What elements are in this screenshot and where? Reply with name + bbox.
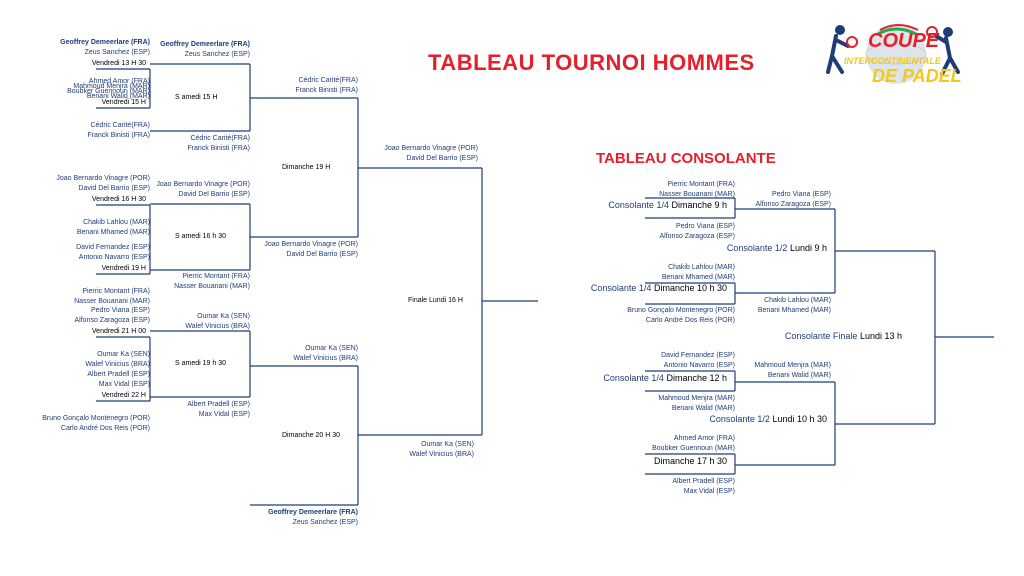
consolante-final-label xyxy=(785,331,902,342)
round-label: Consolante 1/4 xyxy=(608,200,669,210)
team-name: Chakib Lahlou (MAR) xyxy=(764,297,831,304)
team-name: Zeus Sanchez (ESP) xyxy=(184,51,250,58)
team-name: Carlo André Dos Reis (POR) xyxy=(60,425,150,432)
team-name: Cédric Carité(FRA) xyxy=(190,135,250,142)
team-name: Mahmoud Menjra (MAR) xyxy=(754,362,831,369)
match-time: Dimanche 9 h xyxy=(671,200,727,210)
round-label: Consolante 1/2 xyxy=(709,414,770,424)
team-name: Geoffrey Demeerlare (FRA) xyxy=(60,39,150,46)
team-name: Joao Bernardo Vinagre (POR) xyxy=(384,145,478,152)
team-name: Mahmoud Menjra (MAR) xyxy=(73,83,150,90)
round-label: Consolante 1/4 xyxy=(590,283,652,293)
team-name: Albert Pradell (ESP) xyxy=(87,371,150,378)
title-consolation: TABLEAU CONSOLANTE xyxy=(596,150,776,167)
team-name: Albert Pradell (ESP) xyxy=(672,478,735,485)
match-time: Vendredi 13 H 30 xyxy=(91,60,146,67)
team-name: Max Vidal (ESP) xyxy=(683,488,735,495)
consolante-match-label xyxy=(654,456,727,467)
match-time: Vendredi 22 H xyxy=(101,392,146,399)
title-main: TABLEAU TOURNOI HOMMES xyxy=(428,50,755,75)
team-name: Nasser Bouanani (MAR) xyxy=(74,298,150,305)
match-time: Lundi 9 h xyxy=(789,243,827,253)
team-name: Pierric Montant (FRA) xyxy=(182,273,250,280)
team-name: Oumar Ka (SEN) xyxy=(305,345,358,352)
team-name: Pedro Viana (ESP) xyxy=(675,223,735,230)
team-name: Pedro Viana (ESP) xyxy=(90,307,150,314)
match-time: Vendredi 15 H xyxy=(101,99,146,106)
consolante-match-label xyxy=(727,243,827,254)
consolante-match-label xyxy=(709,414,827,425)
team-name: Benani Walid (MAR) xyxy=(671,405,735,412)
team-name: Walef Vinicius (BRA) xyxy=(85,361,150,368)
team-name: David Fernandez (ESP) xyxy=(661,352,735,359)
team-name: Carlo André Dos Reis (POR) xyxy=(645,317,735,324)
round-label: Consolante 1/2 xyxy=(726,243,788,253)
team-name: Ahmed Amor (FRA) xyxy=(673,435,735,442)
match-time: Dimanche 17 h 30 xyxy=(653,456,727,466)
team-name: Pierric Montant (FRA) xyxy=(82,288,150,295)
logo-line2: INTERCONTINENTALE xyxy=(844,56,941,66)
team-name: David Del Barrio (ESP) xyxy=(178,191,250,198)
team-name: Mahmoud Menjra (MAR) xyxy=(658,395,735,402)
team-name: Geoffrey Demeerlare (FRA) xyxy=(160,41,250,48)
consolante-match-label xyxy=(603,373,727,384)
team-name: Bruno Gonçalo Montenegro (POR) xyxy=(627,307,735,314)
match-time: Vendredi 16 H 30 xyxy=(91,196,146,203)
logo-line3: DE PADEL xyxy=(872,66,962,86)
team-name: Walef Vinicius (BRA) xyxy=(293,355,358,362)
team-name: Boubker Guennoun (MAR) xyxy=(652,445,735,452)
team-name: Alfonso Zaragoza (ESP) xyxy=(659,233,735,240)
team-name: Benani Mhamed (MAR) xyxy=(757,307,831,314)
team-name: Max Vidal (ESP) xyxy=(98,381,150,388)
team-name: Joao Bernardo Vinagre (POR) xyxy=(264,241,358,248)
team-name: Pierric Montant (FRA) xyxy=(667,181,735,188)
team-name: Ahmed Amor (FRA) xyxy=(88,78,150,85)
match-time: Finale Lundi 16 H xyxy=(408,297,463,304)
team-name: Alfonso Zaragoza (ESP) xyxy=(755,201,831,208)
team-name: Oumar Ka (SEN) xyxy=(197,313,250,320)
team-name: David Del Barrio (ESP) xyxy=(78,185,150,192)
team-name: Nasser Bouanani (MAR) xyxy=(174,283,250,290)
team-name: Geoffrey Demeerlare (FRA) xyxy=(268,509,358,516)
team-name: Zeus Sanchez (ESP) xyxy=(84,49,150,56)
team-name: David Fernandez (ESP) xyxy=(76,244,150,251)
consolante-match-label xyxy=(591,283,727,294)
round-label: Consolante 1/4 xyxy=(603,373,664,383)
team-name: Antonio Navarro (ESP) xyxy=(663,362,735,369)
team-name: Franck Binisti (FRA) xyxy=(295,87,358,94)
team-name: Albert Pradell (ESP) xyxy=(187,401,250,408)
team-name: Pedro Viana (ESP) xyxy=(771,191,831,198)
match-time: Dimanche 12 h xyxy=(666,373,727,383)
round-label: Consolante Finale xyxy=(784,331,858,341)
team-name: Chakib Lahlou (MAR) xyxy=(668,264,735,271)
match-time: S amedi 15 H xyxy=(175,93,218,101)
match-time: Vendredi 19 H xyxy=(101,265,146,272)
team-name: Boubker Guennoun (MAR) xyxy=(67,88,150,95)
consolante-match-label xyxy=(608,200,727,211)
match-time: S amedi 16 h 30 xyxy=(175,233,226,240)
team-name: Max Vidal (ESP) xyxy=(198,411,250,418)
match-time: Dimanche 10 h 30 xyxy=(653,283,727,293)
team-name: Benani Walid (MAR) xyxy=(86,93,150,100)
match-time: Vendredi 21 H 00 xyxy=(91,328,146,335)
team-name: Franck Binisti (FRA) xyxy=(87,132,150,139)
team-name: Nasser Bouanani (MAR) xyxy=(659,191,735,198)
team-name: Oumar Ka (SEN) xyxy=(97,351,150,358)
team-name: Benani Mhamed (MAR) xyxy=(661,274,735,281)
team-name: Joao Bernardo Vinagre (POR) xyxy=(156,181,250,188)
team-name: Walef Vinicius (BRA) xyxy=(185,323,250,330)
match-time: Dimanche 19 H xyxy=(282,163,331,171)
team-name: Cédric Carité(FRA) xyxy=(90,122,150,129)
team-name: David Del Barrio (ESP) xyxy=(286,251,358,258)
team-name: Benani Walid (MAR) xyxy=(767,372,831,379)
team-name: Walef Vinicius (BRA) xyxy=(409,451,474,458)
match-time: Lundi 10 h 30 xyxy=(772,414,827,424)
team-name: Benani Mhamed (MAR) xyxy=(76,229,150,236)
logo-line1: COUPE xyxy=(868,30,940,52)
team-name: Franck Binisti (FRA) xyxy=(187,145,250,152)
team-name: Bruno Gonçalo Montenegro (POR) xyxy=(42,415,150,422)
team-name: Antonio Navarro (ESP) xyxy=(78,254,150,261)
match-time: Dimanche 20 H 30 xyxy=(282,431,340,439)
team-name: Chakib Lahlou (MAR) xyxy=(83,219,150,226)
team-name: Oumar Ka (SEN) xyxy=(421,441,474,448)
team-name: Alfonso Zaragoza (ESP) xyxy=(74,317,150,324)
team-name: Joao Bernardo Vinagre (POR) xyxy=(56,175,150,182)
team-name: David Del Barrio (ESP) xyxy=(406,155,478,162)
match-time: Lundi 13 h xyxy=(859,331,902,341)
team-name: Zeus Sanchez (ESP) xyxy=(292,519,358,526)
team-name: Cédric Carité(FRA) xyxy=(298,77,358,84)
match-time: S amedi 19 h 30 xyxy=(175,360,226,367)
